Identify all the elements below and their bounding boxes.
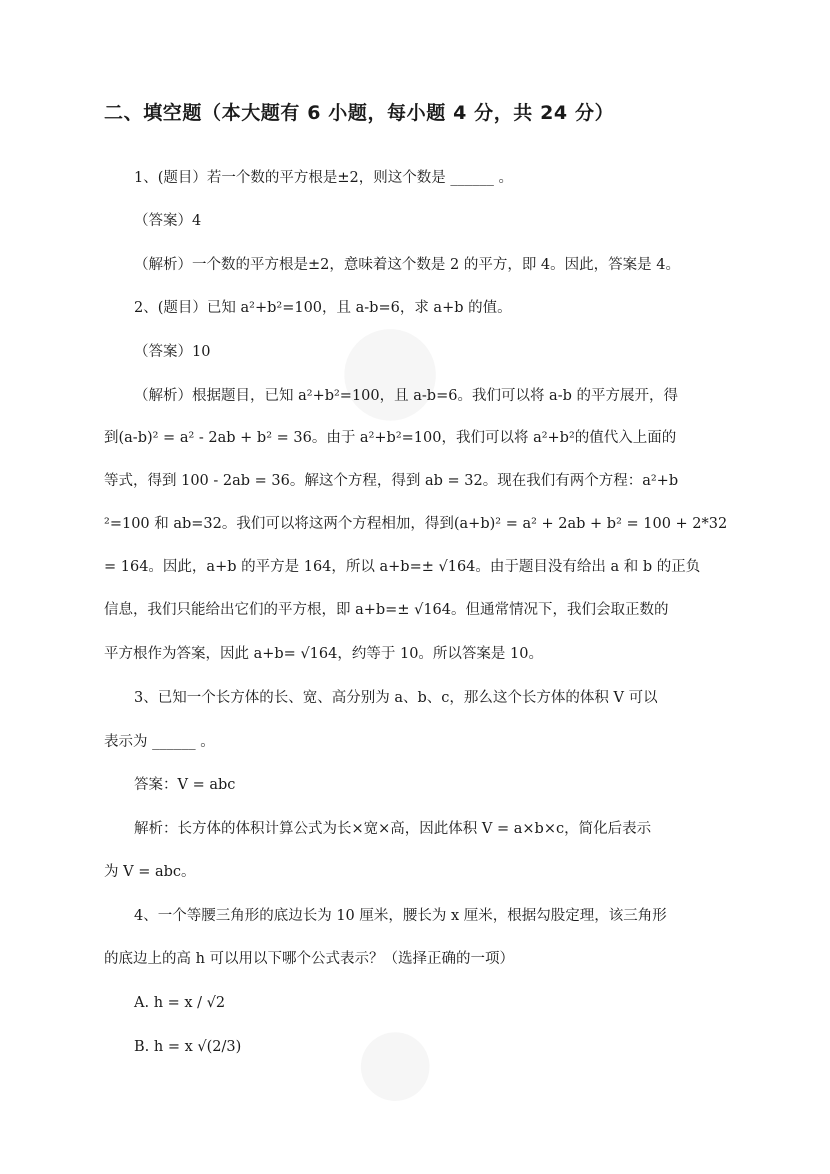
q4-question: 4、一个等腰三角形的底边长为 10 厘米，腰长为 x 厘米，根据勾股定理，该三角形 xyxy=(134,908,667,924)
section-title: 二、填空题（本大题有 6 小题，每小题 4 分，共 24 分） xyxy=(104,102,615,124)
q3-answer: 答案：V = abc xyxy=(134,777,236,793)
q1-explanation: （解析）一个数的平方根是±2，意味着这个数是 2 的平方，即 4。因此，答案是 4。 xyxy=(134,257,680,273)
q2-answer: （答案）10 xyxy=(134,344,211,360)
q2-explanation-line: （解析）根据题目，已知 a²+b²=100，且 a-b=6。我们可以将 a-b 的平方展开，得 xyxy=(134,388,678,404)
q2-explanation-line: 信息，我们只能给出它们的平方根，即 a+b=± √164。但通常情况下，我们会取正数的 xyxy=(104,602,669,618)
q1-answer: （答案）4 xyxy=(134,213,202,229)
q2-question: 2、(题目）已知 a²+b²=100，且 a-b=6，求 a+b 的值。 xyxy=(134,300,512,316)
q1-question: 1、(题目）若一个数的平方根是±2，则这个数是 ______ 。 xyxy=(134,170,513,186)
q4-option-b: B. h = x √(2/3) xyxy=(134,1039,242,1055)
q3-question: 表示为 ______ 。 xyxy=(104,734,215,750)
q2-explanation-line: = 164。因此，a+b 的平方是 164，所以 a+b=± √164。由于题目没有给出 a 和 b 的正负 xyxy=(104,559,701,575)
q4-option-a: A. h = x / √2 xyxy=(134,995,226,1011)
watermark xyxy=(324,1000,455,1125)
q2-explanation-line: 等式，得到 100 - 2ab = 36。解这个方程，得到 ab = 32。现在我们有两个方程：a²+b xyxy=(104,473,679,489)
q3-question: 3、已知一个长方体的长、宽、高分别为 a、b、c，那么这个长方体的体积 V 可以 xyxy=(134,690,658,706)
q4-question: 的底边上的高 h 可以用以下哪个公式表示？（选择正确的一项） xyxy=(104,951,515,967)
q2-explanation-line: 平方根作为答案，因此 a+b= √164，约等于 10。所以答案是 10。 xyxy=(104,646,543,662)
q3-explanation: 解析：长方体的体积计算公式为长×宽×高，因此体积 V = a×b×c，简化后表示 xyxy=(134,821,652,837)
q3-explanation: 为 V = abc。 xyxy=(104,864,196,880)
q2-explanation-line: ²=100 和 ab=32。我们可以将这两个方程相加，得到(a+b)² = a² + 2ab + b² = 100 + 2*32 xyxy=(104,516,728,532)
q2-explanation-line: 到(a-b)² = a² - 2ab + b² = 36。由于 a²+b²=100，我们可以将 a²+b²的值代入上面的 xyxy=(104,430,677,446)
